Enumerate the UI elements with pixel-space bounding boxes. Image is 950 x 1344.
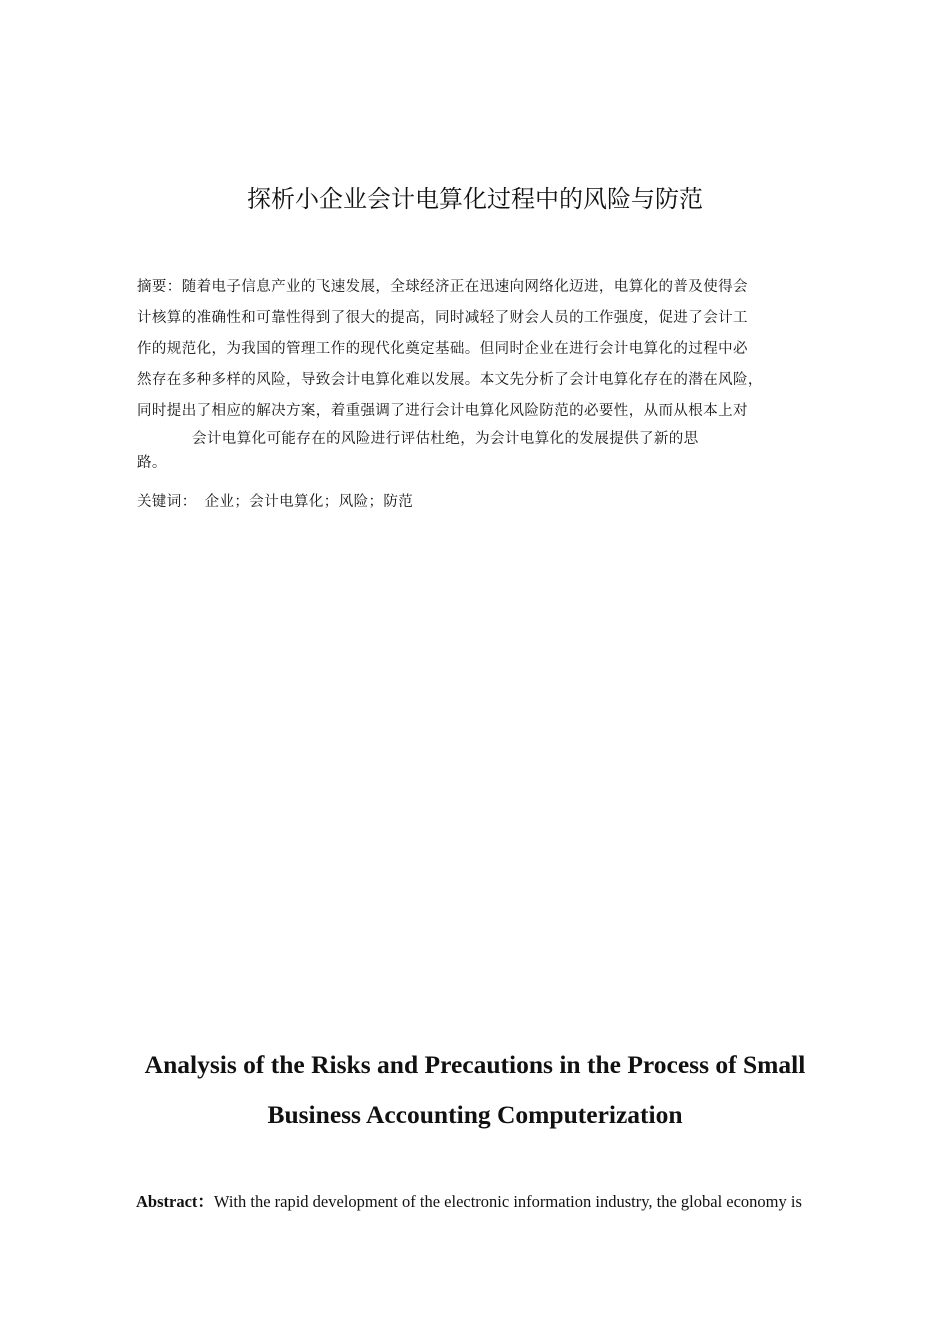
english-title-line: Analysis of the Risks and Precautions in the Process of Small xyxy=(144,1050,806,1079)
english-title-line: Business Accounting Computerization xyxy=(267,1100,683,1129)
english-abstract xyxy=(136,1188,836,1216)
abstract-line: 然存在多种多样的风险，导致会计电算化难以发展。本文先分析了会计电算化存在的潜在风险， xyxy=(137,372,763,388)
english-abstract-text: With the rapid development of the electronic information industry, the global economy is xyxy=(213,1192,802,1211)
chinese-title: 探析小企业会计电算化过程中的风险与防范 xyxy=(247,185,703,213)
chinese-abstract-label: 摘要： xyxy=(137,279,182,295)
english-title xyxy=(0,1040,950,1140)
keywords-text: 企业；会计电算化；风险；防范 xyxy=(204,494,414,510)
keywords-label: 关键词： xyxy=(137,494,197,510)
abstract-line: 会计电算化可能存在的风险进行评估杜绝，为会计电算化的发展提供了新的思 xyxy=(192,431,699,447)
abstract-line xyxy=(137,272,823,303)
abstract-line: 同时提出了相应的解决方案，着重强调了进行会计电算化风险防范的必要性，从而从根本上对 xyxy=(137,403,748,419)
chinese-abstract xyxy=(137,272,823,475)
chinese-keywords xyxy=(137,490,413,514)
abstract-line-text: 随着电子信息产业的飞速发展，全球经济正在迅速向网络化迈进，电算化的普及使得会 xyxy=(181,279,748,295)
abstract-line: 路。 xyxy=(137,455,167,471)
english-abstract-label: Abstract： xyxy=(136,1192,214,1211)
abstract-line: 作的规范化，为我国的管理工作的现代化奠定基础。但同时企业在进行会计电算化的过程中必 xyxy=(137,341,748,357)
abstract-line: 计核算的准确性和可靠性得到了很大的提高，同时减轻了财会人员的工作强度，促进了会计工 xyxy=(137,310,748,326)
